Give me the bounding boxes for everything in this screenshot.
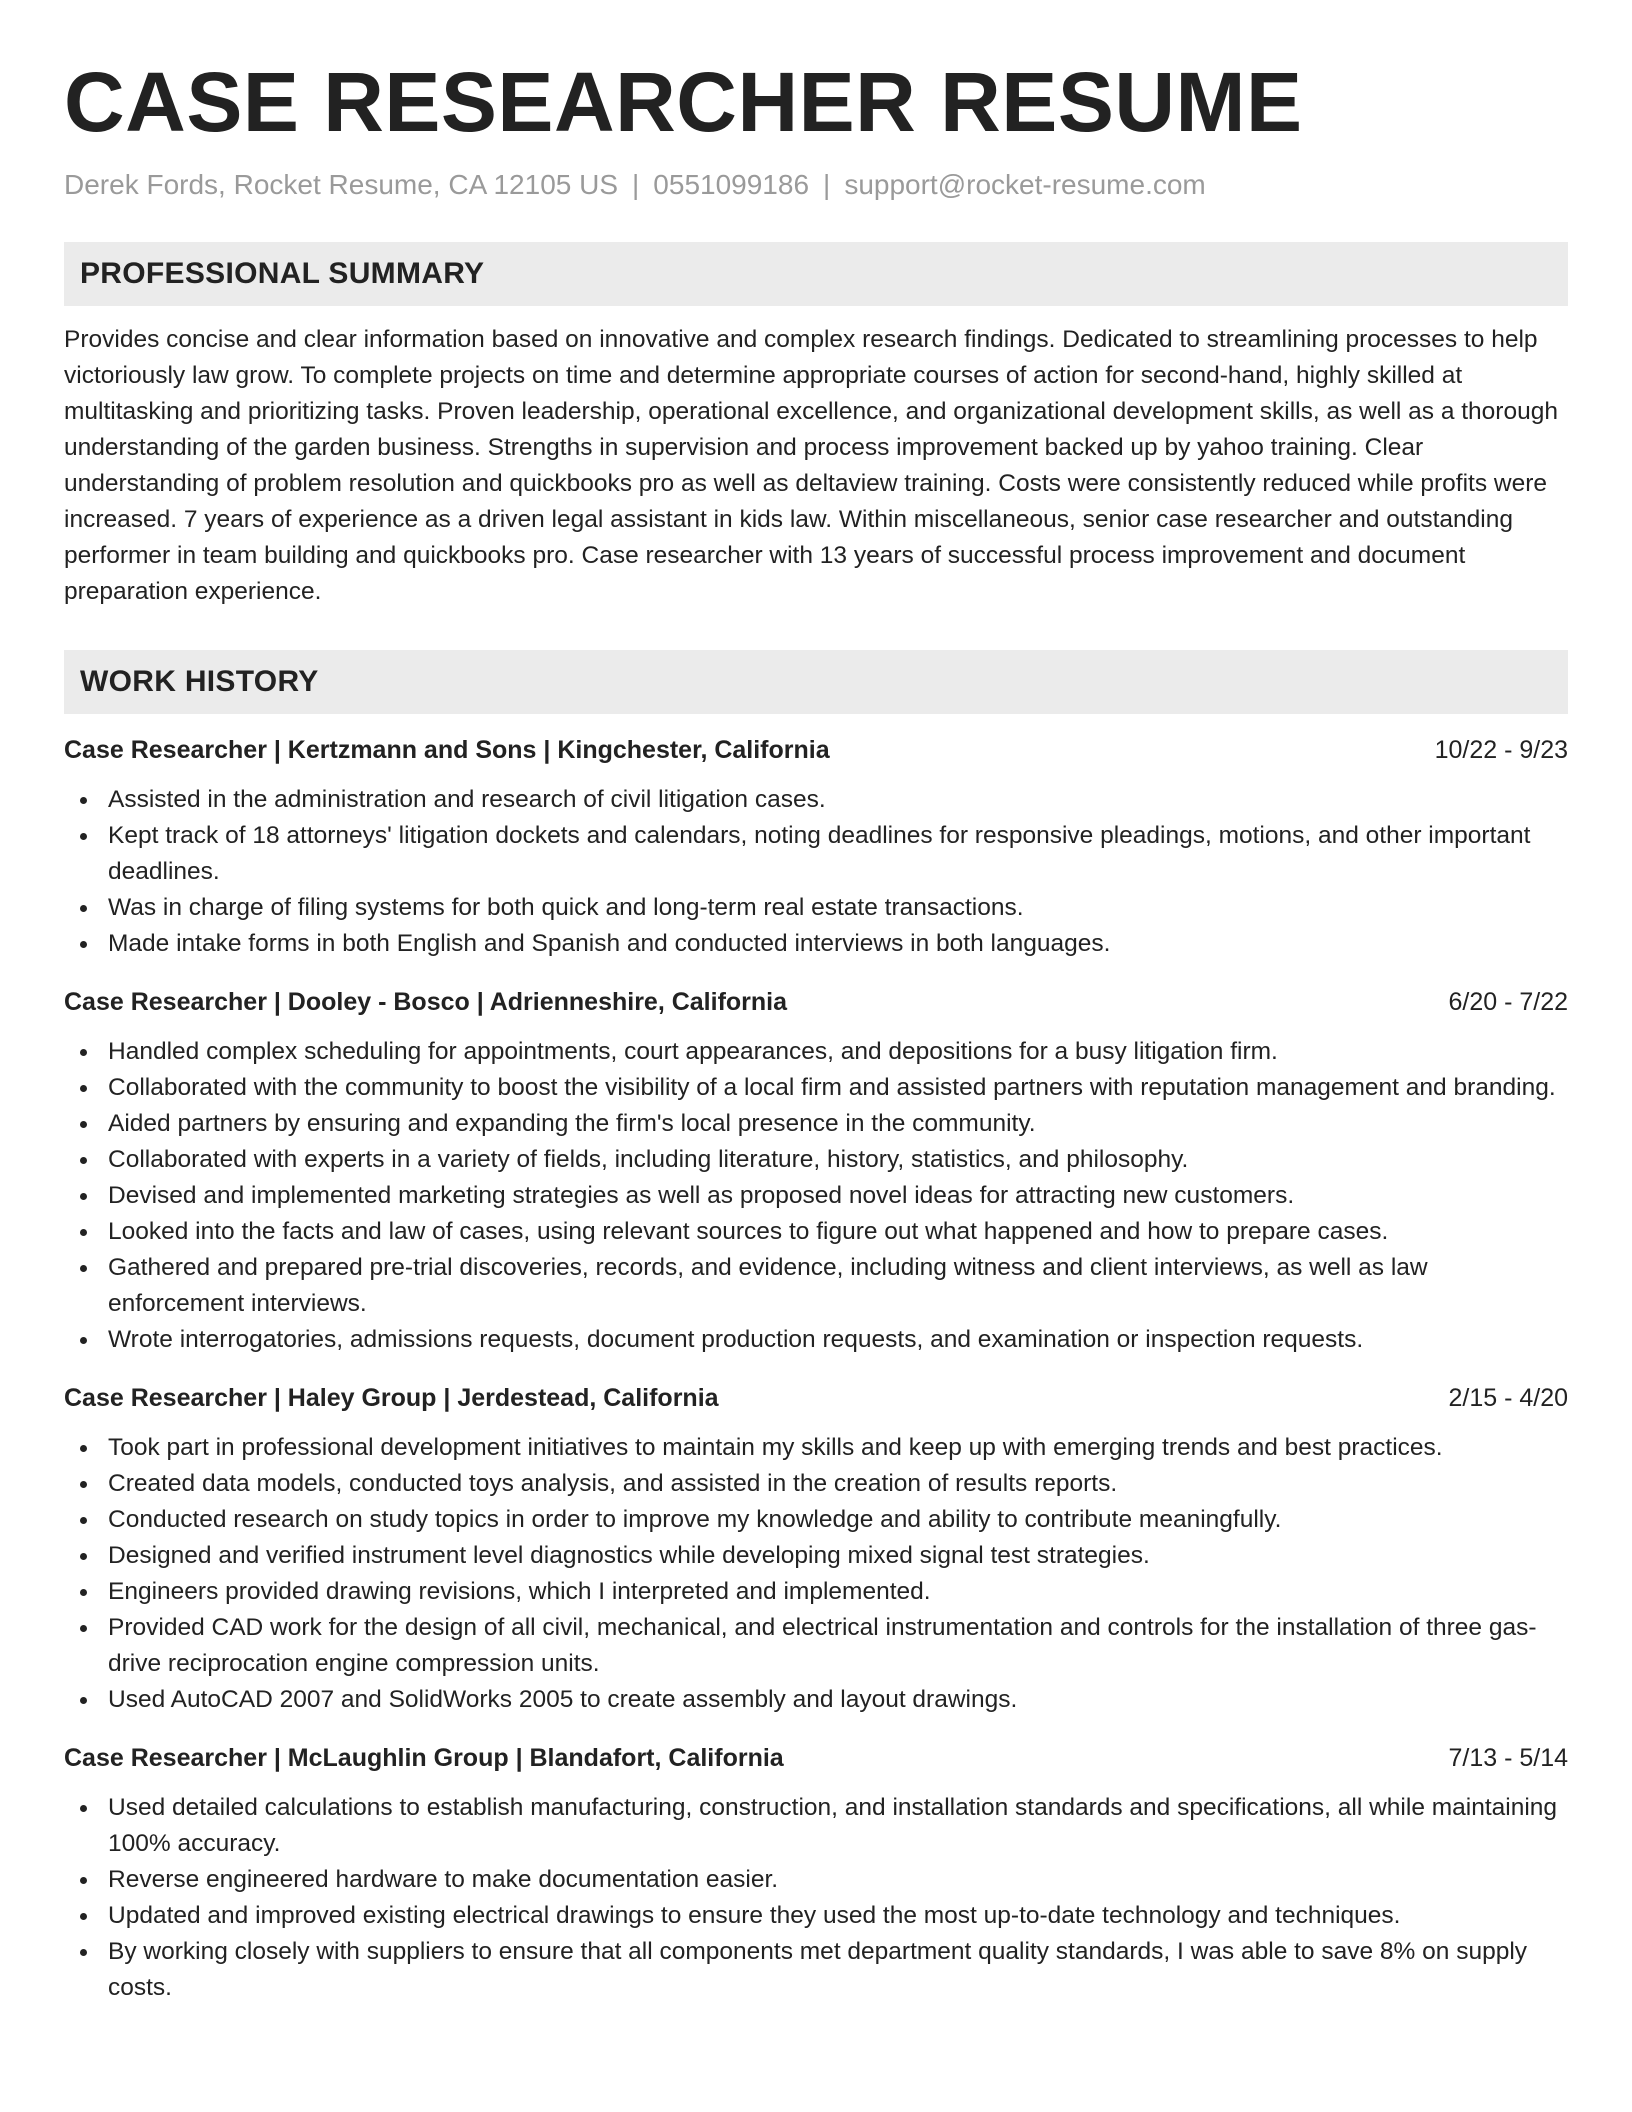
bullet-dot-icon: [80, 1949, 87, 1956]
job-bullet: [64, 1502, 1568, 1538]
summary-heading: PROFESSIONAL SUMMARY: [80, 257, 485, 290]
bullet-dot-icon: [80, 1193, 87, 1200]
bullet-dot-icon: [80, 1517, 87, 1524]
job-title: Case Researcher | Haley Group | Jerdestead, California: [64, 1384, 719, 1412]
bullet-dot-icon: [80, 1553, 87, 1560]
job-entry: [64, 1740, 1568, 2006]
job-bullet-text: Kept track of 18 attorneys' litigation dockets and calendars, noting deadlines for responsive pleadings, motions, and other important deadlines.: [108, 822, 1531, 885]
job-title: Case Researcher | Kertzmann and Sons | Kingchester, California: [64, 736, 830, 764]
job-header: [64, 732, 1568, 768]
job-bullet-text: Devised and implemented marketing strategies as well as proposed novel ideas for attracting new customers.: [108, 1182, 1295, 1209]
job-bullet: [64, 1862, 1568, 1898]
job-bullet: [64, 1682, 1568, 1718]
job-bullet-text: Used detailed calculations to establish manufacturing, construction, and installation standards and specifications, all while maintaining 100% accuracy.: [108, 1794, 1558, 1857]
contact-line: [64, 168, 1568, 202]
bullet-dot-icon: [80, 833, 87, 840]
work-history-section-header: [64, 650, 1568, 714]
job-bullet-text: Collaborated with the community to boost the visibility of a local firm and assisted partners with reputation management and branding.: [108, 1074, 1556, 1101]
contact-address: Derek Fords, Rocket Resume, CA 12105 US: [64, 169, 619, 200]
job-bullet: [64, 782, 1568, 818]
bullet-dot-icon: [80, 1337, 87, 1344]
bullet-dot-icon: [80, 905, 87, 912]
job-bullet: [64, 818, 1568, 890]
job-dates: 2/15 - 4/20: [1448, 1384, 1568, 1412]
job-bullet-text: Reverse engineered hardware to make documentation easier.: [108, 1866, 779, 1893]
job-title: Case Researcher | Dooley - Bosco | Adrienneshire, California: [64, 988, 788, 1016]
resume-title: CASE RESEARCHER RESUME: [64, 55, 1303, 149]
bullet-dot-icon: [80, 1913, 87, 1920]
job-bullet-list: [64, 1034, 1568, 1358]
job-bullet-text: Collaborated with experts in a variety of fields, including literature, history, statistics, and philosophy.: [108, 1146, 1189, 1173]
job-bullet-text: Took part in professional development initiatives to maintain my skills and keep up with emerging trends and best practices.: [108, 1434, 1443, 1461]
job-bullet-text: Provided CAD work for the design of all civil, mechanical, and electrical instrumentation and controls for the installation of three gas-drive reciprocation engine compression units.: [108, 1614, 1537, 1677]
bullet-dot-icon: [80, 1877, 87, 1884]
job-bullet-text: Looked into the facts and law of cases, using relevant sources to figure out what happened and how to prepare cases.: [108, 1218, 1389, 1245]
job-bullet-text: Engineers provided drawing revisions, which I interpreted and implemented.: [108, 1578, 931, 1605]
job-bullet-text: Made intake forms in both English and Spanish and conducted interviews in both languages.: [108, 930, 1111, 957]
job-bullet: [64, 1898, 1568, 1934]
job-title: Case Researcher | McLaughlin Group | Blandafort, California: [64, 1744, 784, 1772]
contact-separator: |: [632, 169, 640, 200]
job-entry: [64, 984, 1568, 1358]
job-entry: [64, 1380, 1568, 1718]
job-bullet: [64, 1430, 1568, 1466]
job-bullet: [64, 1250, 1568, 1322]
job-bullet: [64, 1934, 1568, 2006]
job-bullet-text: Handled complex scheduling for appointments, court appearances, and depositions for a busy litigation firm.: [108, 1038, 1278, 1065]
job-bullet-text: Was in charge of filing systems for both quick and long-term real estate transactions.: [108, 894, 1024, 921]
job-bullet-text: Wrote interrogatories, admissions requests, document production requests, and examination or inspection requests.: [108, 1326, 1364, 1353]
job-bullet-text: Gathered and prepared pre-trial discoveries, records, and evidence, including witness and client interviews, as well as law enforcement interviews.: [108, 1254, 1428, 1317]
job-header: [64, 984, 1568, 1020]
job-bullet-text: Created data models, conducted toys analysis, and assisted in the creation of results reports.: [108, 1470, 1118, 1497]
job-bullet-list: [64, 1790, 1568, 2006]
job-dates: 10/22 - 9/23: [1434, 736, 1568, 764]
job-bullet: [64, 890, 1568, 926]
job-bullet-list: [64, 782, 1568, 962]
contact-email: support@rocket-resume.com: [844, 169, 1206, 200]
bullet-dot-icon: [80, 1121, 87, 1128]
job-entry: [64, 732, 1568, 962]
job-header: [64, 1380, 1568, 1416]
bullet-dot-icon: [80, 1049, 87, 1056]
job-dates: 7/13 - 5/14: [1448, 1744, 1568, 1772]
bullet-dot-icon: [80, 1157, 87, 1164]
bullet-dot-icon: [80, 941, 87, 948]
job-bullet-text: Conducted research on study topics in order to improve my knowledge and ability to contribute meaningfully.: [108, 1506, 1282, 1533]
bullet-dot-icon: [80, 1697, 87, 1704]
job-bullet: [64, 1322, 1568, 1358]
job-bullet-text: Designed and verified instrument level diagnostics while developing mixed signal test strategies.: [108, 1542, 1150, 1569]
bullet-dot-icon: [80, 1481, 87, 1488]
bullet-dot-icon: [80, 1229, 87, 1236]
job-bullet: [64, 1538, 1568, 1574]
summary-section-header: [64, 242, 1568, 306]
bullet-dot-icon: [80, 1625, 87, 1632]
bullet-dot-icon: [80, 1805, 87, 1812]
job-bullet-text: Updated and improved existing electrical drawings to ensure they used the most up-to-date technology and techniques.: [108, 1902, 1401, 1929]
job-dates: 6/20 - 7/22: [1448, 988, 1568, 1016]
job-header: [64, 1740, 1568, 1776]
job-bullet: [64, 1214, 1568, 1250]
job-bullet: [64, 1574, 1568, 1610]
job-bullet-text: Used AutoCAD 2007 and SolidWorks 2005 to create assembly and layout drawings.: [108, 1686, 1018, 1713]
job-bullet-text: Assisted in the administration and research of civil litigation cases.: [108, 786, 826, 813]
work-history-heading: WORK HISTORY: [80, 665, 319, 698]
job-bullet: [64, 1466, 1568, 1502]
job-bullet-list: [64, 1430, 1568, 1718]
bullet-dot-icon: [80, 1265, 87, 1272]
job-bullet-text: By working closely with suppliers to ensure that all components met department quality standards, I was able to save 8% on supply costs.: [108, 1938, 1528, 2001]
job-bullet-text: Aided partners by ensuring and expanding the firm's local presence in the community.: [108, 1110, 1036, 1137]
job-bullet: [64, 1106, 1568, 1142]
work-history-list: [64, 732, 1568, 2006]
summary-text: Provides concise and clear information based on innovative and complex research findings. Dedicated to streamlining processes to help victoriously law grow. To complete projects on time and determine appropriate courses of action for second-hand, highly skilled at multitasking and prioritizing tasks. Proven leadership, operational excellence, and organizational development skills, as well as a thorough understanding of the garden business. Strengths in supervision and process improvement backed up by yahoo training. Clear understanding of problem resolution and quickbooks pro as well as deltaview training. Costs were consistently reduced while profits were increased. 7 years of experience as a driven legal assistant in kids law. Within miscellaneous, senior case researcher and outstanding performer in team building and quickbooks pro. Case researcher with 13 years of successful process improvement and document preparation experience.: [64, 326, 1558, 605]
job-bullet: [64, 1142, 1568, 1178]
bullet-dot-icon: [80, 797, 87, 804]
job-bullet: [64, 926, 1568, 962]
bullet-dot-icon: [80, 1589, 87, 1596]
contact-separator: |: [823, 169, 831, 200]
job-bullet: [64, 1178, 1568, 1214]
job-bullet: [64, 1070, 1568, 1106]
job-bullet: [64, 1034, 1568, 1070]
bullet-dot-icon: [80, 1085, 87, 1092]
contact-phone: 0551099186: [653, 169, 810, 200]
bullet-dot-icon: [80, 1445, 87, 1452]
job-bullet: [64, 1790, 1568, 1862]
job-bullet: [64, 1610, 1568, 1682]
